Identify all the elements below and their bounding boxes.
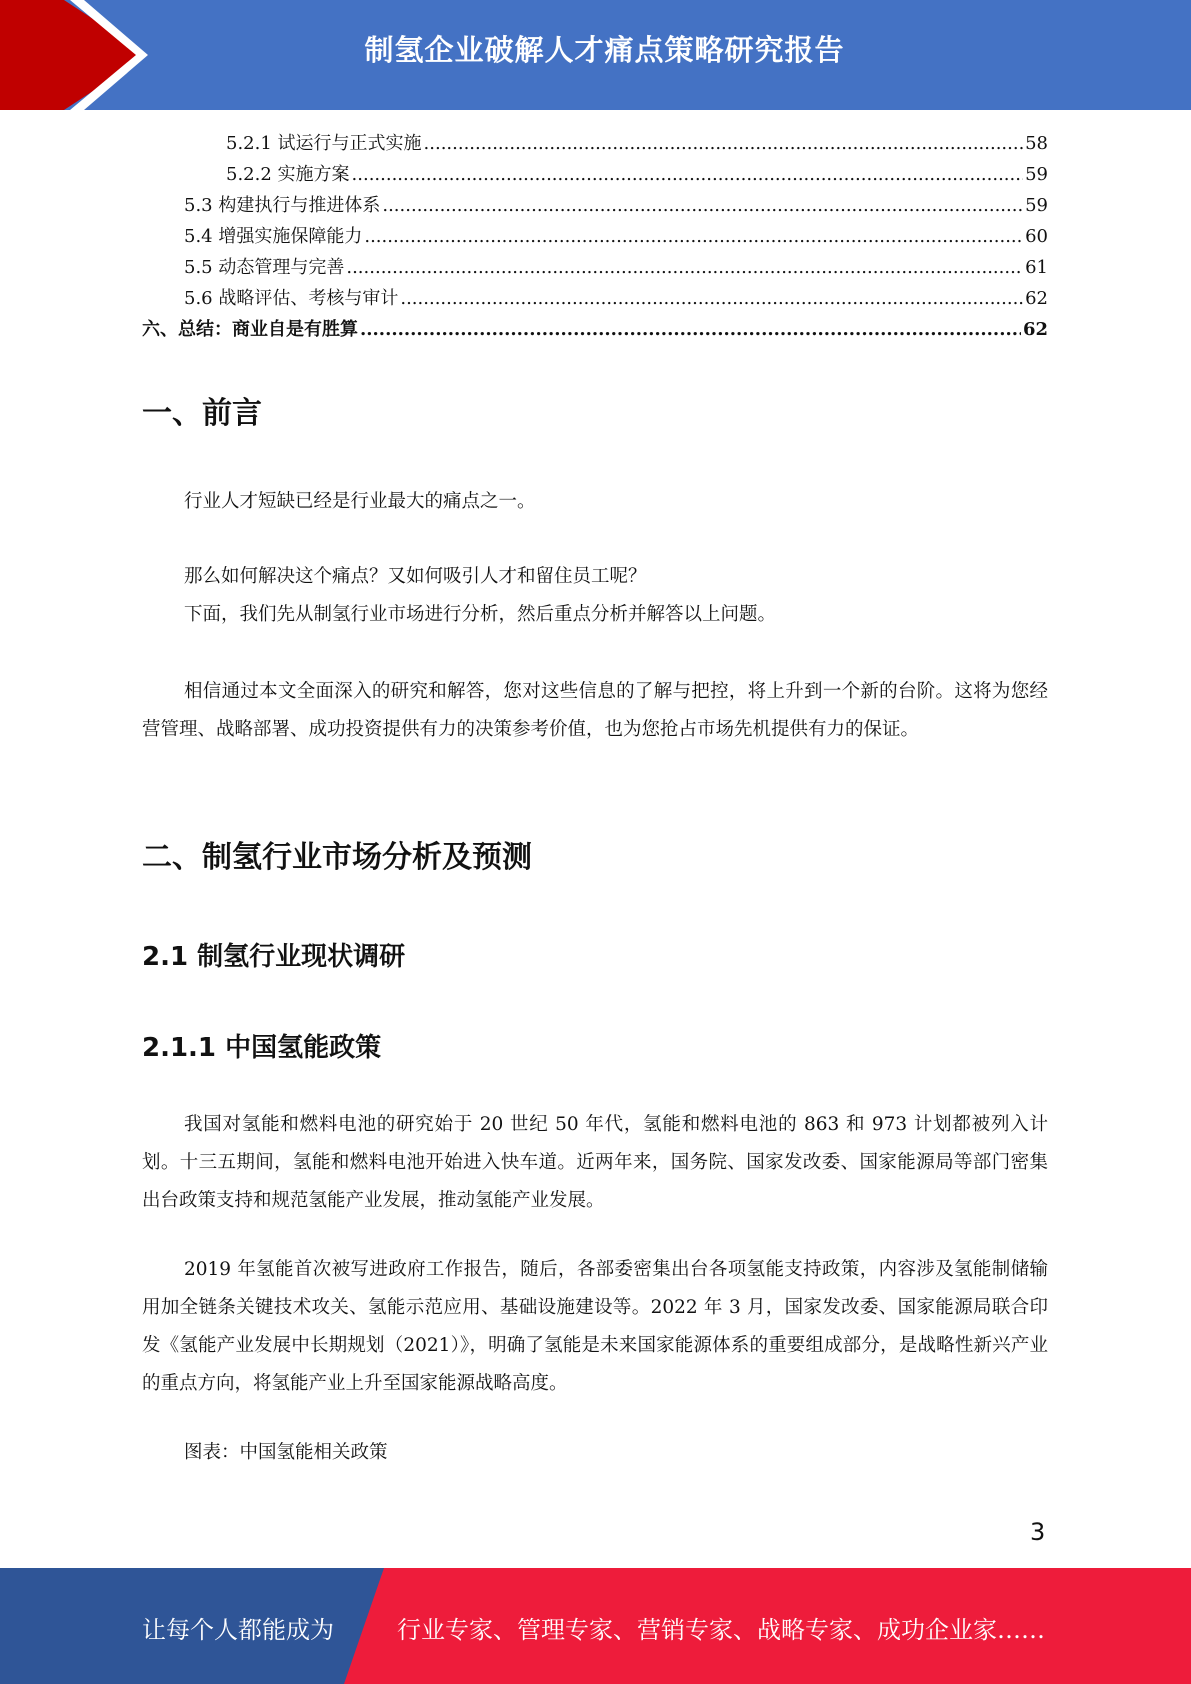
- heading-hydrogen-policy: 2.1.1 中国氢能政策: [142, 1033, 382, 1063]
- toc-entry-label: 5.2.2 实施方案: [226, 164, 350, 185]
- heading-market-analysis: 二、制氢行业市场分析及预测: [142, 840, 532, 875]
- table-of-contents: [142, 128, 1048, 345]
- toc-entry[interactable]: [142, 221, 1048, 252]
- toc-entry-label: 六、总结：商业自是有胜算: [142, 319, 358, 340]
- toc-leader-dots: [400, 283, 1023, 314]
- toc-entry-page: 61: [1025, 257, 1048, 278]
- toc-entry[interactable]: [142, 190, 1048, 221]
- toc-entry[interactable]: [142, 252, 1048, 283]
- toc-entry-page: 58: [1025, 133, 1048, 154]
- page-number: 3: [1030, 1518, 1046, 1546]
- paragraph: 我国对氢能和燃料电池的研究始于 20 世纪 50 年代，氢能和燃料电池的 863 和 973 计划都被列入计划。十三五期间，氢能和燃料电池开始进入快车道。近两年来，国务院、国家发改委、国家能源局等部门密集出台政策支持和规范氢能产业发展，推动氢能产业发展。: [142, 1114, 1048, 1211]
- heading-industry-status: 2.1 制氢行业现状调研: [142, 942, 406, 972]
- toc-entry[interactable]: [142, 283, 1048, 314]
- paragraph: 下面，我们先从制氢行业市场进行分析，然后重点分析并解答以上问题。: [184, 604, 777, 625]
- paragraph: 2019 年氢能首次被写进政府工作报告，随后，各部委密集出台各项氢能支持政策，内容涉及氢能制储输用加全链条关键技术攻关、氢能示范应用、基础设施建设等。2022 年 3 月，国家发改委、国家能源局联合印发《氢能产业发展中长期规划（2021）》，明确了氢能是未来国家能源体系的重要组成部分，是战略性新兴产业的重点方向，将氢能产业上升至国家能源战略高度。: [142, 1259, 1048, 1394]
- toc-leader-dots: [382, 190, 1023, 221]
- toc-entry[interactable]: [142, 128, 1048, 159]
- toc-entry-label: 5.3 构建执行与推进体系: [184, 195, 381, 216]
- page-footer: [0, 1568, 1191, 1684]
- toc-entry-page: 60: [1025, 226, 1048, 247]
- footer-slogan-left: 让每个人都能成为: [142, 1616, 334, 1644]
- toc-entry-label: 5.5 动态管理与完善: [184, 257, 345, 278]
- toc-leader-dots: [364, 221, 1023, 252]
- header-title: 制氢企业破解人才痛点策略研究报告: [364, 33, 845, 67]
- toc-entry-label: 5.2.1 试运行与正式实施: [226, 133, 422, 154]
- page-header: [0, 0, 1191, 110]
- toc-entry-page: 59: [1025, 164, 1048, 185]
- toc-entry-label: 5.6 战略评估、考核与审计: [184, 288, 399, 309]
- toc-entry[interactable]: [142, 314, 1048, 345]
- paragraph: 行业人才短缺已经是行业最大的痛点之一。: [184, 491, 536, 512]
- toc-entry-page: 62: [1022, 319, 1048, 340]
- toc-entry-page: 62: [1025, 288, 1048, 309]
- toc-leader-dots: [346, 252, 1023, 283]
- toc-entry-page: 59: [1025, 195, 1048, 216]
- toc-leader-dots: [360, 314, 1021, 345]
- heading-preface: 一、前言: [142, 396, 262, 431]
- toc-leader-dots: [424, 128, 1024, 159]
- footer-slogan-right: 行业专家、管理专家、营销专家、战略专家、成功企业家……: [397, 1616, 1045, 1644]
- paragraph: 相信通过本文全面深入的研究和解答，您对这些信息的了解与把控，将上升到一个新的台阶。这将为您经营管理、战略部署、成功投资提供有力的决策参考价值，也为您抢占市场先机提供有力的保证。: [142, 681, 1048, 740]
- figure-caption: 图表：中国氢能相关政策: [184, 1442, 388, 1463]
- toc-entry[interactable]: [142, 159, 1048, 190]
- toc-leader-dots: [352, 159, 1024, 190]
- toc-entry-label: 5.4 增强实施保障能力: [184, 226, 363, 247]
- paragraph: 那么如何解决这个痛点？又如何吸引人才和留住员工呢？: [184, 566, 647, 587]
